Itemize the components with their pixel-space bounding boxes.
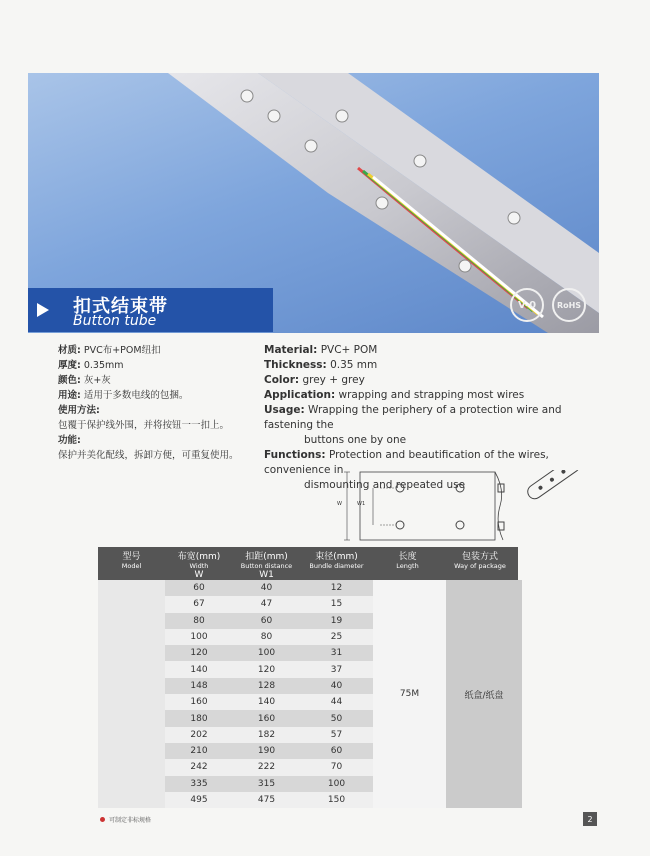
- spec-chinese: [58, 343, 258, 463]
- header-en: Width: [189, 562, 209, 570]
- label: Application:: [264, 389, 336, 401]
- table-cell: 70: [300, 759, 373, 775]
- header-cn: 束径(mm): [315, 552, 358, 562]
- value: Wrapping the periphery of a protection wire and fastening the: [264, 404, 562, 431]
- label: 颜色:: [58, 375, 81, 386]
- table-cell: 128: [233, 678, 300, 694]
- table-cell: 50: [300, 710, 373, 726]
- table-cell: 60: [300, 743, 373, 759]
- bullet-icon: [100, 817, 105, 822]
- table-cell: 80: [233, 629, 300, 645]
- label: 材质:: [58, 345, 81, 356]
- header-en: Bundle diameter: [309, 562, 364, 570]
- table-cell: [98, 580, 165, 596]
- table-cell: 44: [300, 694, 373, 710]
- table-cell: 100: [233, 645, 300, 661]
- table-cell: 315: [233, 776, 300, 792]
- value: buttons one by one: [304, 434, 407, 446]
- header-cn: 型号: [122, 552, 141, 562]
- value: grey + grey: [302, 374, 365, 386]
- table-cell: 495: [165, 792, 233, 808]
- header-cn: 布宽(mm): [177, 552, 221, 562]
- label: Material:: [264, 344, 318, 356]
- table-cell: 19: [300, 613, 373, 629]
- label: 用途:: [58, 390, 81, 401]
- label: Functions:: [264, 449, 326, 461]
- col-model: [98, 547, 165, 580]
- table-cell: [98, 596, 165, 612]
- value: 保护并美化配线，拆卸方便，可重复使用。: [58, 450, 239, 461]
- table-cell: 80: [165, 613, 233, 629]
- value: 适用于多数电线的包捆。: [83, 390, 189, 401]
- table-cell: 100: [300, 776, 373, 792]
- table-cell: 47: [233, 596, 300, 612]
- header-cn: 扣距(mm): [245, 552, 288, 562]
- spec-table: [98, 547, 518, 808]
- value: wrapping and strapping most wires: [338, 389, 525, 401]
- rohs-cert-label: RoHS: [556, 300, 582, 310]
- label: 使用方法:: [58, 405, 100, 416]
- table-cell: 140: [165, 661, 233, 677]
- col-button-distance: [233, 547, 300, 580]
- v0-cert-label: V-0: [517, 299, 537, 311]
- label: Usage:: [264, 404, 305, 416]
- table-cell: 242: [165, 759, 233, 775]
- table-cell: 335: [165, 776, 233, 792]
- table-cell: [98, 694, 165, 710]
- table-cell: [98, 678, 165, 694]
- w1-dimension-label: W1: [357, 501, 366, 507]
- table-cell: [98, 613, 165, 629]
- label: 厚度:: [58, 360, 81, 371]
- table-cell: 12: [300, 580, 373, 596]
- table-cell: [98, 776, 165, 792]
- header-en: Length: [396, 562, 419, 570]
- header-en: Button distance: [240, 562, 293, 570]
- header-en: Model: [121, 562, 142, 570]
- table-cell: [98, 759, 165, 775]
- table-cell: 160: [165, 694, 233, 710]
- footnote: [100, 815, 151, 824]
- value: 包覆于保护线外围，并将按钮一一扣上。: [58, 420, 230, 431]
- table-cell: 190: [233, 743, 300, 759]
- table-cell: 180: [165, 710, 233, 726]
- table-cell: 37: [300, 661, 373, 677]
- col-package: [442, 547, 518, 580]
- col-length: [373, 547, 442, 580]
- table-cell: [98, 661, 165, 677]
- table-cell: 140: [233, 694, 300, 710]
- table-cell: 120: [165, 645, 233, 661]
- table-cell: 40: [233, 580, 300, 596]
- play-icon: [28, 288, 58, 332]
- table-cell: 57: [300, 727, 373, 743]
- table-body: [98, 580, 518, 808]
- rohs-cert-badge: [552, 288, 586, 322]
- title-chinese: 扣式结束带: [73, 296, 168, 317]
- value: 0.35mm: [83, 360, 124, 371]
- table-cell: 150: [300, 792, 373, 808]
- label: Color:: [264, 374, 300, 386]
- title-english: Button tube: [73, 313, 157, 329]
- table-cell: 67: [165, 596, 233, 612]
- table-cell: 31: [300, 645, 373, 661]
- table-cell: 148: [165, 678, 233, 694]
- col-bundle-diameter: [300, 547, 373, 580]
- header-sym: W1: [259, 570, 274, 580]
- table-cell: 120: [233, 661, 300, 677]
- value: 0.35 mm: [330, 359, 378, 371]
- table-cell: 182: [233, 727, 300, 743]
- package-cell: 纸盒/纸盘: [446, 580, 522, 808]
- table-cell: 222: [233, 759, 300, 775]
- table-cell: 475: [233, 792, 300, 808]
- value: PVC布+POM纽扣: [83, 345, 161, 356]
- table-cell: 15: [300, 596, 373, 612]
- w-dimension-label: W: [337, 501, 342, 507]
- technical-drawing: [335, 470, 585, 542]
- table-cell: 60: [165, 580, 233, 596]
- page-number: 2: [583, 812, 597, 826]
- label: Thickness:: [264, 359, 327, 371]
- header-sym: W: [194, 570, 204, 580]
- table-header: [98, 547, 518, 580]
- table-cell: 202: [165, 727, 233, 743]
- table-cell: 40: [300, 678, 373, 694]
- table-cell: [98, 710, 165, 726]
- table-cell: [98, 792, 165, 808]
- table-cell: [98, 743, 165, 759]
- table-cell: 25: [300, 629, 373, 645]
- table-cell: 100: [165, 629, 233, 645]
- length-cell: 75M: [373, 580, 446, 808]
- label: 功能:: [58, 435, 81, 446]
- product-title-bar: [28, 288, 273, 332]
- table-cell: 60: [233, 613, 300, 629]
- value: dismounting and repeated use: [304, 479, 466, 491]
- table-cell: [98, 645, 165, 661]
- value: 灰+灰: [83, 375, 111, 386]
- v0-cert-badge: [510, 288, 544, 322]
- footnote-text: 可制定非标规格: [109, 817, 152, 824]
- col-width: [165, 547, 233, 580]
- table-cell: [98, 629, 165, 645]
- header-en: Way of package: [454, 562, 506, 570]
- header-cn: 长度: [398, 552, 417, 562]
- table-cell: 160: [233, 710, 300, 726]
- table-cell: [98, 727, 165, 743]
- table-cell: 210: [165, 743, 233, 759]
- value: PVC+ POM: [320, 344, 378, 356]
- header-cn: 包装方式: [461, 552, 498, 562]
- value: Protection and beautification of the wires, convenience in: [264, 449, 549, 476]
